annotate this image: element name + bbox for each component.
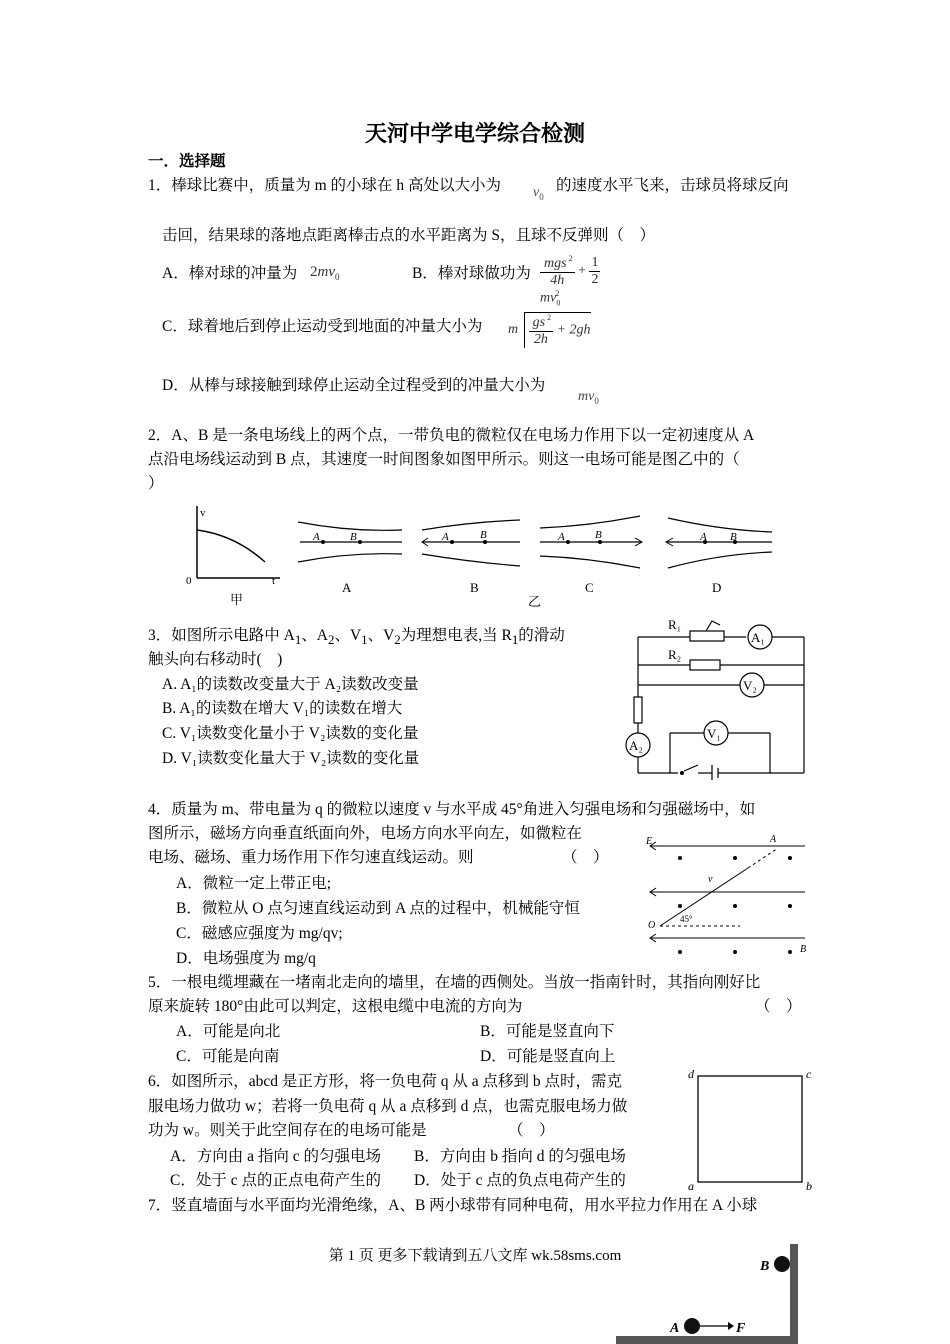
field-pattern-b [422,520,541,609]
svg-text:R₂: R₂ [668,647,682,662]
svg-text:A: A [670,1321,680,1336]
page-title: 天河中学电学综合检测 [364,121,585,146]
q3-option-c: C. V₁读数变化量小于 V₂读数的变化量 [162,725,419,742]
q4-line3: 电场、磁场、重力场作用下作匀速直线运动。则 [148,849,474,866]
q2-figure [180,500,780,610]
svg-text:O: O [648,920,656,931]
svg-text:V₁: V₁ [707,726,721,741]
svg-text:D: D [712,580,722,595]
q7-line1: 7．竖直墙面与水平面均光滑绝缘，A、B 两小球带有同种电荷，用水平拉力作用在 A 小球 [148,1197,758,1214]
svg-text:C: C [585,580,594,595]
q1-option-c: C．球着地后到停止运动受到地面的冲量大小为 [162,318,483,335]
q6-option-d: D．处于 c 点的负点电荷产生的 [414,1172,626,1189]
q6-answer-bracket: （ ） [508,1122,555,1139]
q2-line3: ） [148,475,164,492]
q5-option-d: D．可能是竖直向上 [480,1048,616,1065]
svg-text:a: a [688,1179,694,1193]
q4-option-a: A．微粒一定上带正电; [176,875,332,892]
svg-text:45°: 45° [680,914,693,924]
q6-square-diagram [680,1064,820,1194]
q2-line2: 点沿电场线运动到 B 点，其速度一时间图象如图甲所示。则这一电场可能是图乙中的（ [148,451,740,468]
q4-line1: 4．质量为 m、带电量为 q 的微粒以速度 v 与水平成 45°角进入匀强电场和匀强磁场中，如 [148,801,756,818]
q1-option-d: D．从棒与球接触到球停止运动全过程受到的冲量大小为 [162,377,546,394]
svg-text:0: 0 [186,575,192,587]
svg-text:B: B [760,1259,770,1274]
q4-option-b: B．微粒从 O 点匀速直线运动到 A 点的过程中，机械能守恒 [176,900,580,917]
q4-answer-bracket: （ ） [562,849,609,866]
q3-option-b: B. A₁的读数在增大 V₁的读数在增大 [162,700,403,717]
svg-text:A: A [700,531,707,543]
svg-text:A₂: A₂ [629,738,643,753]
svg-text:A: A [313,531,320,543]
q4-field-diagram [640,830,810,960]
q3-option-d: D. V₁读数变化量大于 V₂读数的变化量 [162,750,420,767]
svg-text:乙: 乙 [528,594,542,609]
svg-text:t: t [272,575,276,587]
svg-text:V₂: V₂ [743,678,757,693]
q5-answer-bracket: （ ） [755,998,802,1015]
q4-option-c: C．磁感应强度为 mg/qv; [176,925,343,942]
q6-option-b: B．方向由 b 指向 d 的匀强电场 [414,1148,626,1165]
svg-text:B: B [480,529,487,541]
q3-option-a: A. A₁的读数改变量大于 A₂读数改变量 [162,676,419,693]
svg-text:甲: 甲 [230,592,244,607]
svg-text:c: c [806,1067,812,1081]
svg-text:B: B [470,580,479,595]
velocity-time-graph [186,506,280,607]
q6-option-a: A．方向由 a 指向 c 的匀强电场 [170,1148,381,1165]
q1-c-formula: m $\frac{gs ^2}{2h}$ + 2gh [508,313,591,347]
svg-text:A: A [342,580,352,595]
page-footer: 第 1 页 更多下载请到五八文库 wk.58sms.com [328,1248,622,1264]
q6-option-c: C．处于 c 点的正点电荷产生的 [170,1172,381,1189]
q5-option-c: C．可能是向南 [176,1048,280,1065]
svg-text:A: A [442,531,449,543]
q4-option-d: D．电场强度为 mg/q [176,950,316,967]
q5-option-a: A．可能是向北 [176,1023,281,1040]
q2-line1: 2．A、B 是一条电场线上的两个点，一带负电的微粒仅在电场力作用下以一定初速度从 A [148,427,755,444]
q4-line2: 图所示，磁场方向垂直纸面向外，电场方向水平向左，如微粒在 [148,825,583,842]
q1-line1b: 的速度水平飞来，击球员将球反向 [556,177,789,194]
q5-option-b: B．可能是竖直向下 [480,1023,615,1040]
section-heading: 一．选择题 [148,153,226,170]
svg-text:B: B [800,944,807,955]
svg-text:d: d [688,1067,694,1081]
svg-text:F: F [736,1321,746,1336]
q5-line2: 原来旋转 180°由此可以判定，这根电缆中电流的方向为 [148,998,523,1015]
svg-text:R₁: R₁ [668,617,682,632]
q1-line1a: 1．棒球比赛中，质量为 m 的小球在 h 高处以大小为 [148,177,502,194]
q6-line2: 服电场力做功 w；若将一负电荷 q 从 a 点移到 d 点，也需克服电场力做 [148,1098,628,1115]
q1-b-formula: $\frac{mgs ^2}{4h}$ + $\frac{1}{2}$ $mv_0^2$ [540,254,599,308]
svg-text:B: B [595,529,602,541]
q5-line1: 5．一根电缆埋藏在一堵南北走向的墙里，在墙的西侧处。当放一指南针时，其指向刚好比 [148,974,761,991]
q1-a-formula: $2mv_0$ [310,264,340,282]
q1-d-formula: $mv_0$ [578,389,599,406]
q6-line1: 6．如图所示，abcd 是正方形，将一负电荷 q 从 a 点移到 b 点时，需克 [148,1073,623,1090]
svg-text:A: A [558,531,565,543]
svg-text:E: E [646,836,653,847]
q3-circuit-diagram [620,615,810,780]
field-pattern-c [540,516,642,595]
svg-text:B: B [350,531,357,543]
svg-text:b: b [806,1179,812,1193]
field-pattern-d [666,518,772,595]
svg-text:A₁: A₁ [751,630,765,645]
q1-option-a: A．棒对球的冲量为 [162,265,298,282]
svg-text:A: A [770,834,777,845]
q1-option-b: B．棒对球做功为 [412,265,531,282]
svg-text:v: v [708,874,713,885]
q6-line3: 功为 w。则关于此空间存在的电场可能是 [148,1122,427,1139]
q1-line2: 击回，结果球的落地点距离棒击点的水平距离为 S，且球不反弹则（ ） [162,227,655,244]
svg-text:v: v [200,507,206,519]
field-pattern-a [298,522,402,595]
q1-v0: $v_0$ [533,185,544,202]
q3-line2: 触头向右移动时( ) [148,651,283,668]
q3-line1: 3．如图所示电路中 $A_1$、$A_2$、$V_1$、$V_2$为理想电表,当 $R_1$的滑动 [148,627,565,648]
svg-text:B: B [730,531,737,543]
